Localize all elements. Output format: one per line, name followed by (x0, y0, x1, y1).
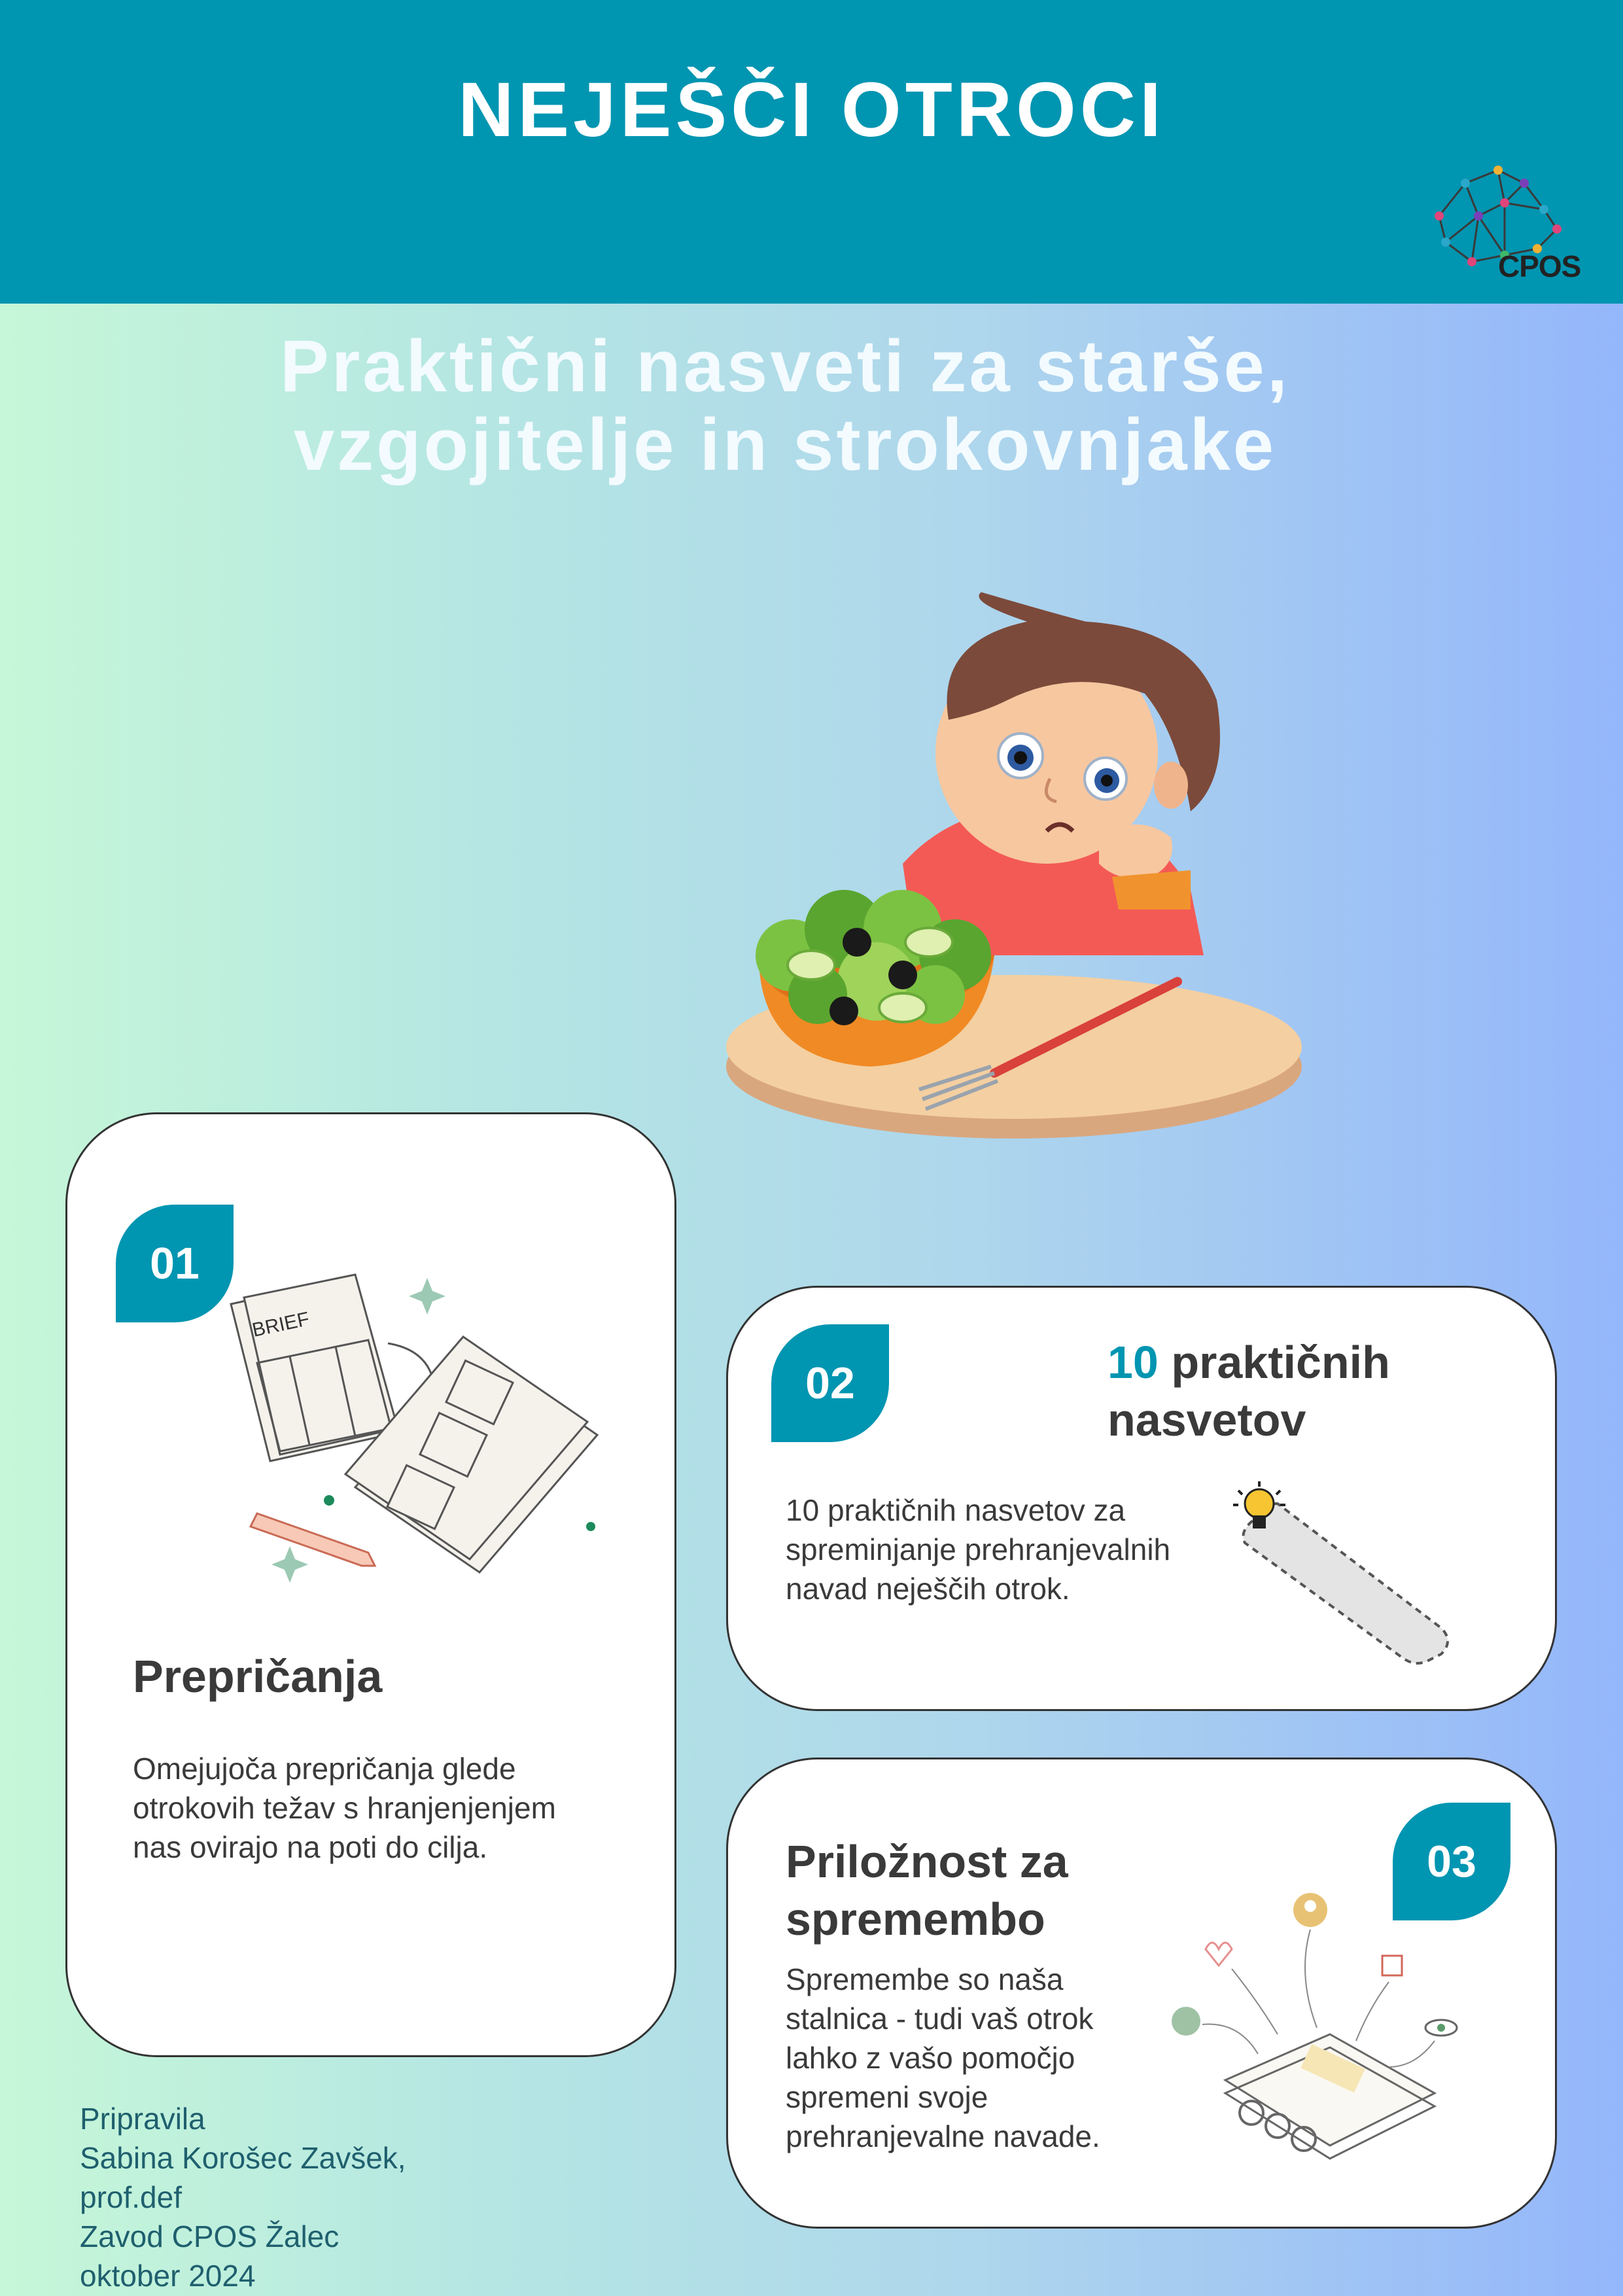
card2-heading-rest: praktičnih (1171, 1337, 1390, 1388)
card2-text: 10 praktičnih nasvetov za spreminjanje prehranjevalnih navad neješčih otrok. (786, 1493, 1171, 1606)
footer-line: Sabina Korošec Zavšek, (80, 2141, 406, 2175)
card-number-03: 03 (1393, 1803, 1510, 1920)
card-opportunity (726, 1757, 1557, 2229)
card2-heading (1108, 1333, 1390, 1449)
page-title: NEJEŠČI OTROCI (458, 67, 1165, 153)
card-number-02: 02 (771, 1324, 889, 1442)
card1-heading: Prepričanja (133, 1651, 383, 1702)
brief-label: BRIEF (250, 1308, 311, 1341)
notebook-illustration (1160, 1871, 1500, 2172)
lightbulb-icon (1219, 1477, 1480, 1674)
card2-heading-accent: 10 (1108, 1337, 1159, 1388)
pencil-icon (251, 1513, 375, 1566)
sad-child-illustration (720, 589, 1308, 1145)
footer-line: prof.def (80, 2180, 182, 2214)
subtitle-line1: Praktični nasveti za starše, (280, 325, 1290, 407)
card3-heading: Priložnost za spremembo (786, 1836, 1068, 1945)
author-credits (80, 2099, 406, 2295)
card2-heading-line2: nasvetov (1108, 1394, 1306, 1445)
header-banner (0, 0, 1623, 304)
card3-text: Spremembe so naša stalnica - tudi vaš otrok lahko z vašo pomočjo spremeni svoje prehranjevalne navade. (786, 1962, 1100, 2153)
card-tips (726, 1286, 1557, 1711)
footer-line: Pripravila (80, 2102, 205, 2136)
card1-text: Omejujoča prepričanja glede otrokovih težav s hranjenjenjem nas ovirajo na poti do cilja. (133, 1752, 556, 1864)
card-number-01: 01 (116, 1205, 234, 1322)
footer-line: oktober 2024 (80, 2259, 256, 2293)
footer-line: Zavod CPOS Žalec (80, 2219, 340, 2253)
logo-text: CPOS (1498, 249, 1581, 283)
documents-illustration (218, 1265, 610, 1605)
card-beliefs (65, 1112, 676, 2057)
subtitle-line2: vzgojitelje in strokovnjake (293, 404, 1277, 486)
subtitle (0, 327, 1570, 484)
